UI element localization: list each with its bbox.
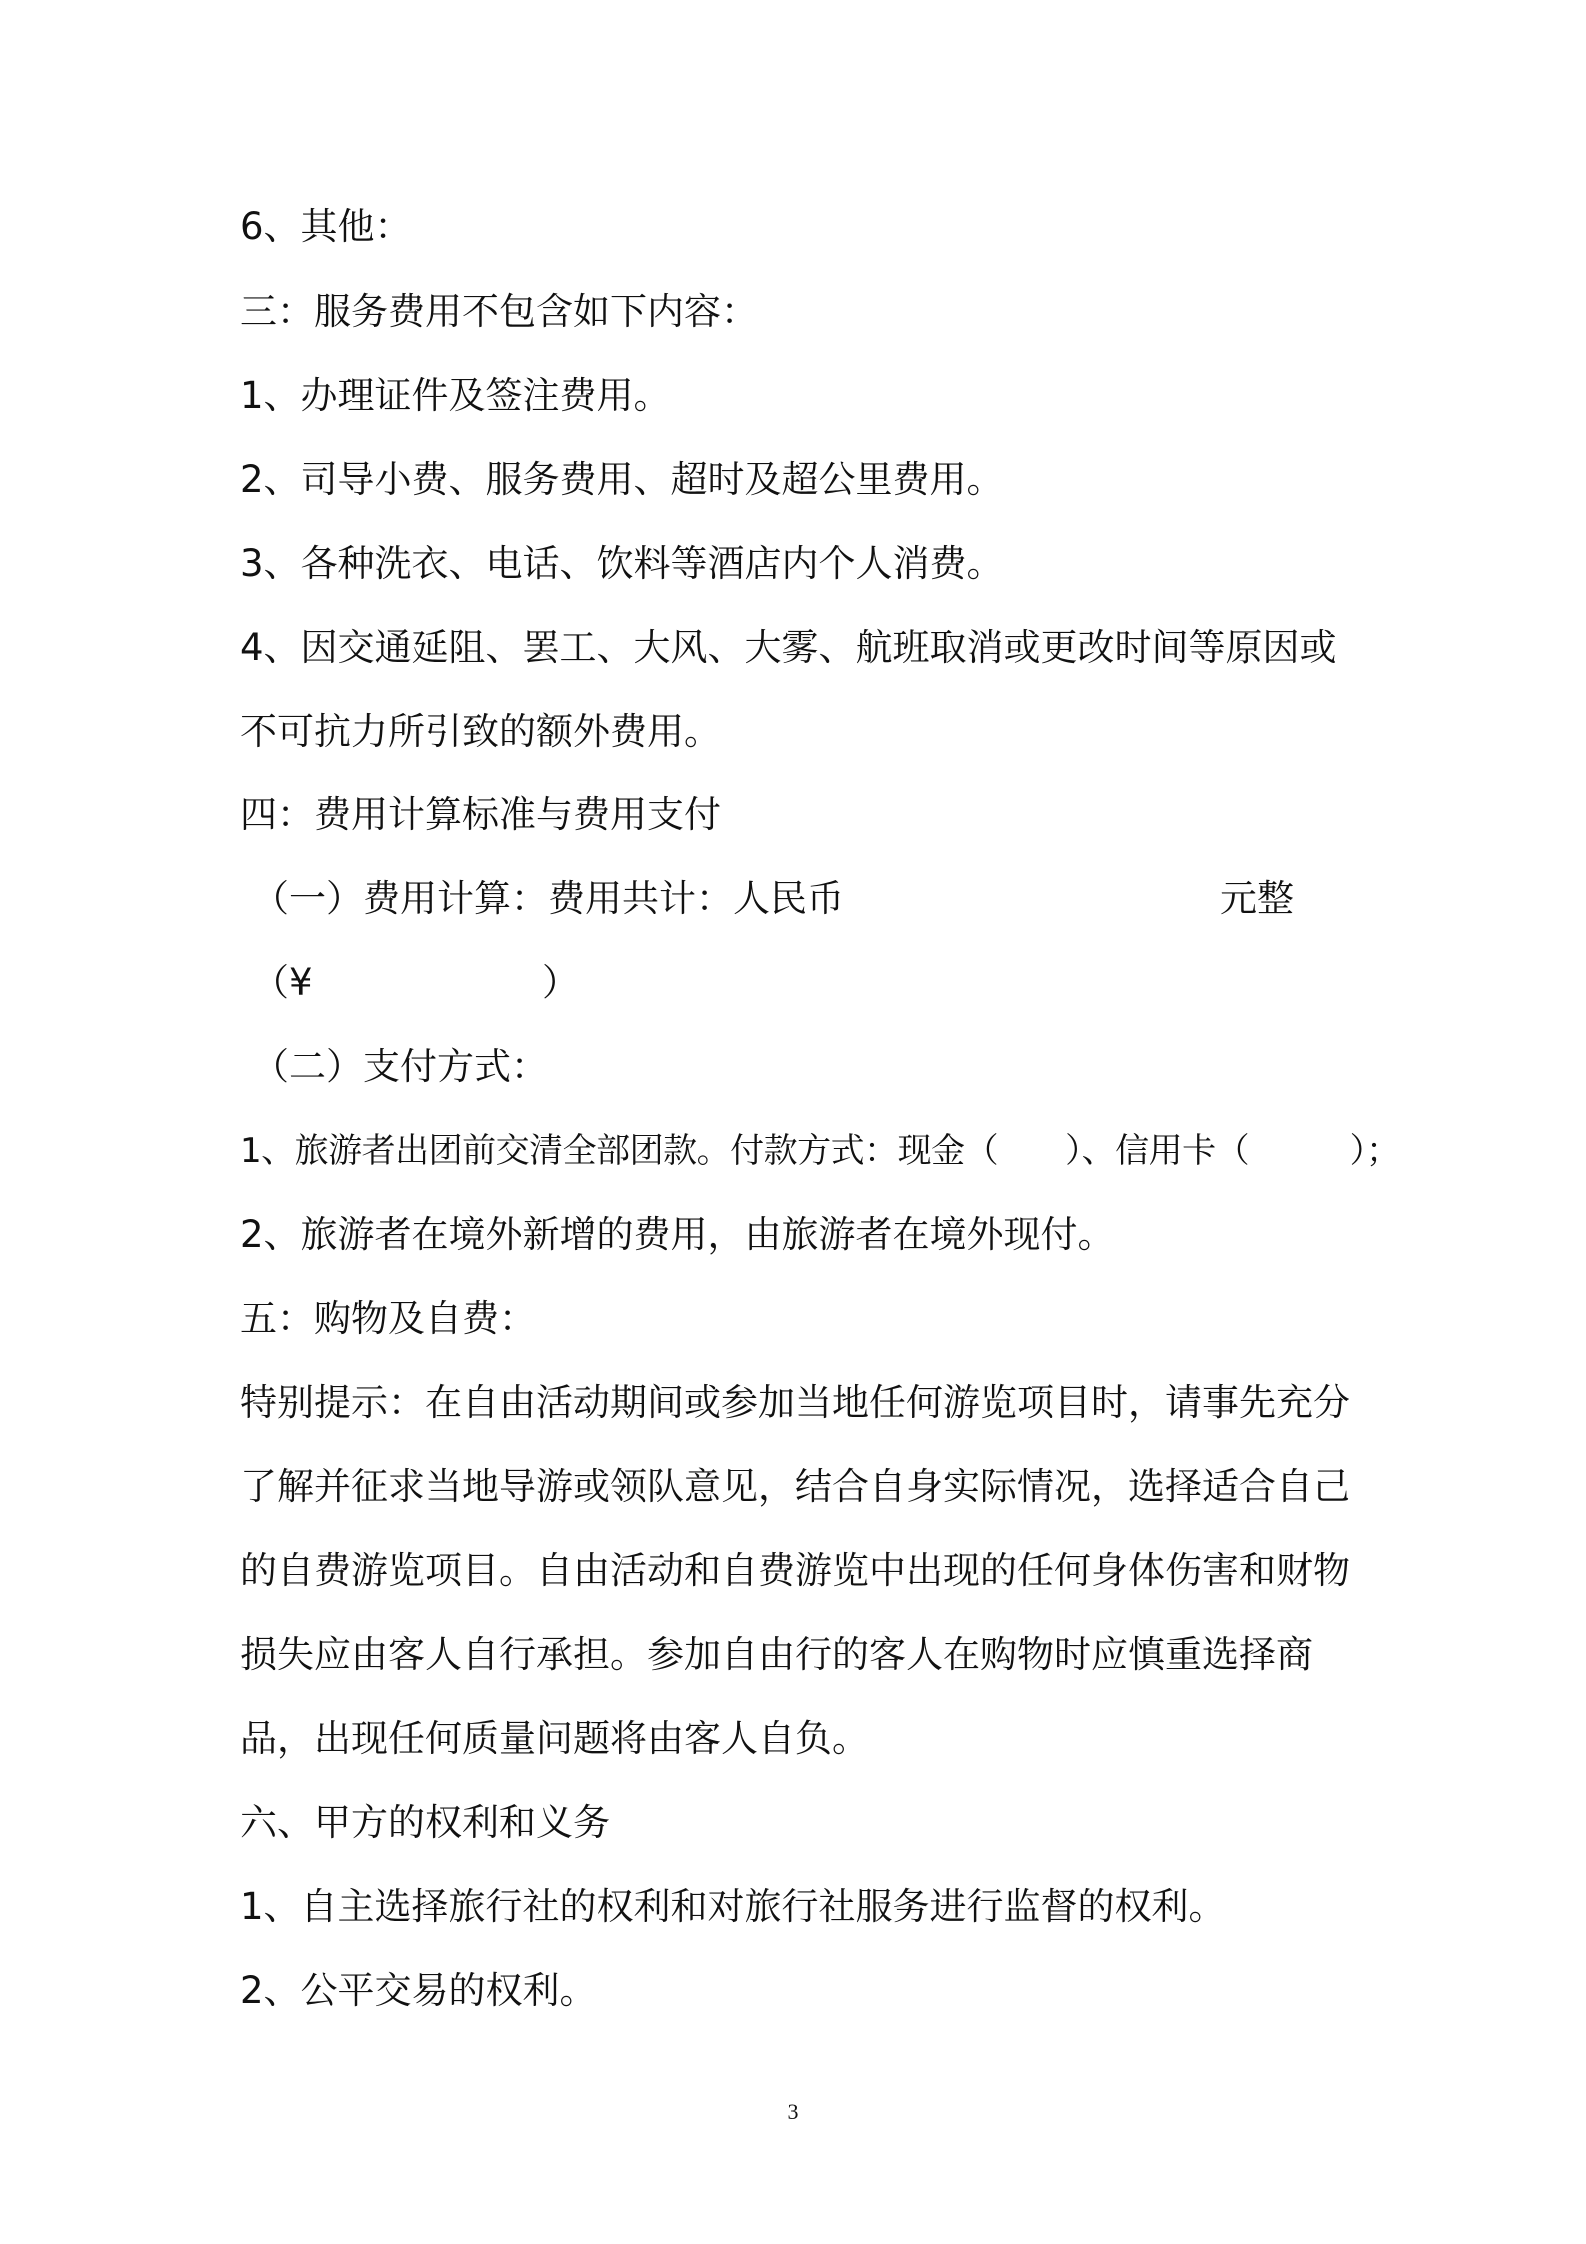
doc-line-notice-1: 特别提示：在自由活动期间或参加当地任何游览项目时，请事先充分 xyxy=(240,1381,1350,1424)
payment-method-heading: （二）支付方式： xyxy=(252,1045,548,1088)
doc-line-other: 6、其他： xyxy=(240,205,412,248)
yen-open: （¥ xyxy=(252,961,313,1004)
doc-line-payment-2: 2、旅游者在境外新增的费用，由旅游者在境外现付。 xyxy=(240,1213,1115,1256)
section-heading-exclusions: 三：服务费用不包含如下内容： xyxy=(240,290,758,333)
section-heading-party-a-rights: 六、甲方的权利和义务 xyxy=(240,1801,610,1844)
doc-line-exclusion-4-cont: 不可抗力所引致的额外费用。 xyxy=(240,710,721,753)
doc-line-notice-2: 了解并征求当地导游或领队意见，结合自身实际情况，选择适合自己 xyxy=(240,1465,1350,1508)
doc-line-notice-3: 的自费游览项目。自由活动和自费游览中出现的任何身体伤害和财物 xyxy=(240,1549,1350,1592)
doc-line-exclusion-2: 2、司导小费、服务费用、超时及超公里费用。 xyxy=(240,458,1004,501)
section-heading-fees: 四：费用计算标准与费用支付 xyxy=(240,793,721,836)
page-number: 3 xyxy=(787,2099,799,2124)
doc-line-notice-5: 品，出现任何质量问题将由客人自负。 xyxy=(240,1717,869,1760)
fee-calculation-label: （一）费用计算：费用共计：人民币 xyxy=(252,877,844,920)
doc-line-exclusion-1: 1、办理证件及签注费用。 xyxy=(240,374,671,417)
doc-line-exclusion-4: 4、因交通延阻、罢工、大风、大雾、航班取消或更改时间等原因或 xyxy=(240,626,1337,669)
doc-line-right-2: 2、公平交易的权利。 xyxy=(240,1969,597,2012)
doc-line-exclusion-3: 3、各种洗衣、电话、饮料等酒店内个人消费。 xyxy=(240,542,1004,585)
yen-close: ） xyxy=(542,961,579,1004)
fee-calculation-suffix: 元整 xyxy=(1220,877,1294,920)
doc-line-notice-4: 损失应由客人自行承担。参加自由行的客人在购物时应慎重选择商 xyxy=(240,1633,1313,1676)
doc-line-right-1: 1、自主选择旅行社的权利和对旅行社服务进行监督的权利。 xyxy=(240,1885,1226,1928)
section-heading-shopping: 五：购物及自费： xyxy=(240,1297,536,1340)
doc-line-payment-1: 1、旅游者出团前交清全部团款。付款方式：现金（ ）、信用卡（ ）； xyxy=(240,1131,1400,1171)
